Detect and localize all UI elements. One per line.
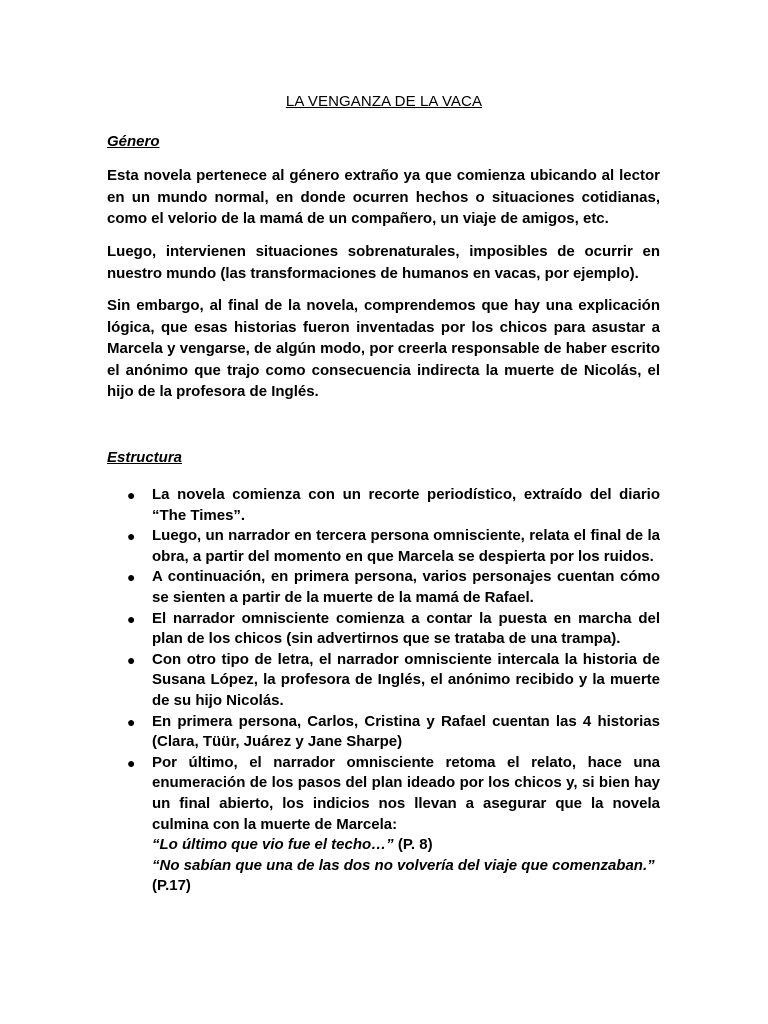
bullet-icon: ● (127, 528, 136, 545)
quote-2-reference: (P.17) (152, 877, 191, 895)
list-item-text: La novela comienza con un recorte periodístico, extraído del diario “The Times”. (152, 486, 660, 524)
bullet-icon: ● (127, 487, 136, 503)
quote-2: “No sabían que una de las dos no volvería del viaje que comenzaban.” (152, 856, 655, 874)
quote-1-reference: (P. 8) (393, 836, 433, 854)
list-item-text: Luego, un narrador en tercera persona omnisciente, relata el final de la obra, a partir del momento en que Marcela se despierta por los ruidos. (152, 527, 660, 565)
list-item-text: En primera persona, Carlos, Cristina y Rafael cuentan las 4 historias (Clara, Tüür, Juárez y Jane Sharpe) (152, 712, 660, 751)
quote-line-2 (152, 856, 660, 877)
genero-paragraph-2: Luego, intervienen situaciones sobrenaturales, imposibles de ocurrir en nuestro mundo (las transformaciones de humanos en vacas, por ejemplo). (107, 243, 660, 282)
genero-paragraph-3: Sin embargo, al final de la novela, comprendemos que hay una explicación lógica, que esas historias fueron inventadas por los chicos para asustar a Marcela y vengarse, de algún modo, por creerla responsable de haber escrito el anónimo que trajo como consecuencia indirecta la muerte de Nicolás, el hijo de la profesora de Inglés. (107, 297, 660, 400)
list-item-text: Por último, el narrador omnisciente retoma el relato, hace una enumeración de los pasos del plan ideado por los chicos y, si bien hay un final abierto, los indicios nos llevan a asegurar que la novela culmina con la muerte de Marcela: (152, 753, 660, 833)
list-item (107, 526, 660, 567)
list-item (107, 712, 660, 753)
heading-genero: Género (107, 133, 160, 150)
quote-1: “Lo último que vio fue el techo…” (152, 836, 394, 854)
list-item-text: Con otro tipo de letra, el narrador omnisciente intercala la historia de Susana López, la profesora de Inglés, el anónimo recibido y la muerte de su hijo Nicolás. (152, 650, 660, 709)
document-title: LA VENGANZA DE LA VACA (285, 93, 483, 110)
bullet-icon: ● (127, 754, 136, 771)
bullet-icon: ● (127, 569, 136, 586)
list-item-text: El narrador omnisciente comienza a contar la puesta en marcha del plan de los chicos (sin advertirnos que se trataba de una trampa). (152, 609, 660, 648)
heading-estructura: Estructura (107, 449, 183, 466)
list-item (107, 567, 660, 608)
bullet-icon: ● (127, 713, 136, 730)
list-item (107, 753, 660, 897)
list-item-text: A continuación, en primera persona, varios personajes cuentan cómo se sienten a partir de la muerte de la mamá de Rafael. (152, 568, 660, 606)
list-item (107, 650, 660, 712)
estructura-list (107, 485, 660, 897)
genero-paragraph-1: Esta novela pertenece al género extraño ya que comienza ubicando al lector en un mundo normal, en donde ocurren hechos o situaciones cotidianas, como el velorio de la mamá de un compañero, un viaje de amigos, etc. (107, 167, 660, 227)
quote-line-1 (152, 835, 660, 856)
bullet-icon: ● (127, 610, 136, 627)
bullet-icon: ● (127, 651, 136, 668)
list-item (107, 485, 660, 526)
list-item (107, 609, 660, 650)
